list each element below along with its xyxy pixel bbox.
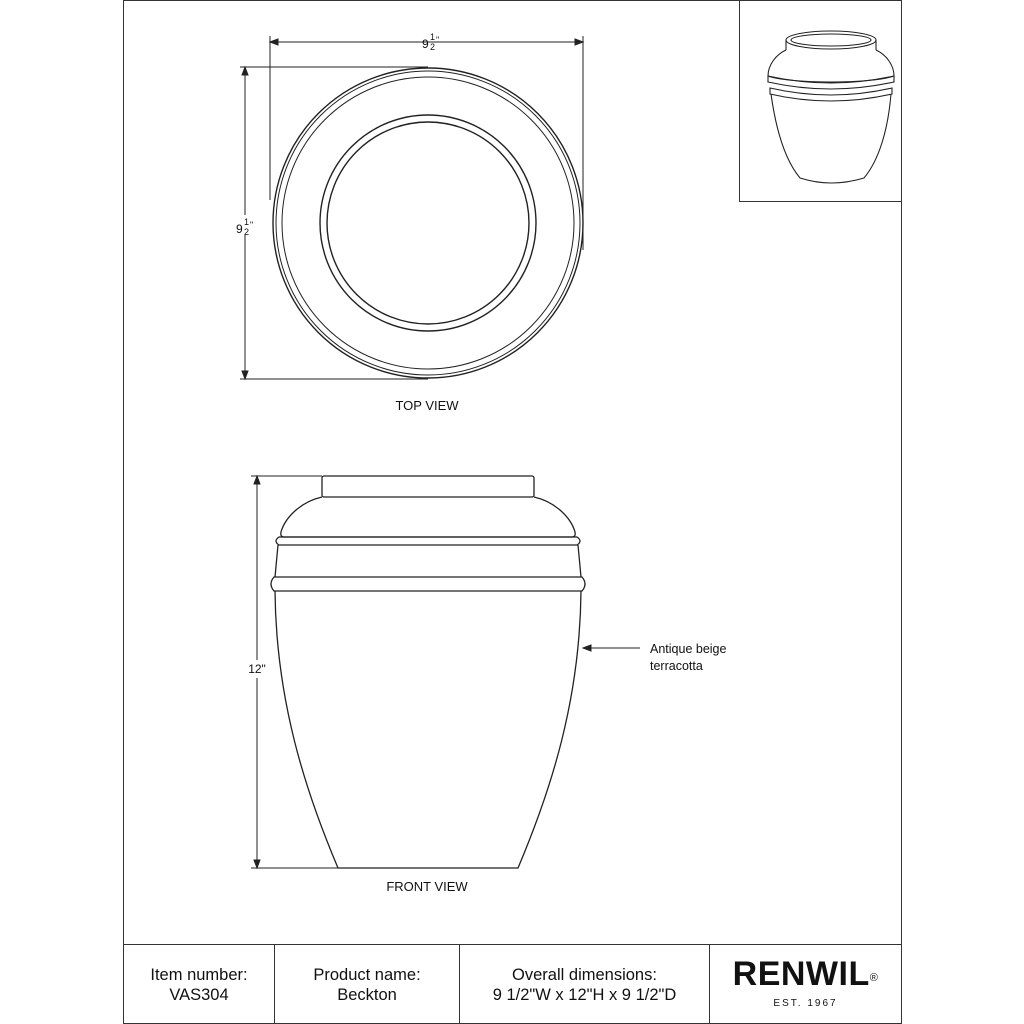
material-callout-line-2: terracotta (650, 659, 703, 673)
top-depth-dimension-denominator: 2 (244, 227, 250, 237)
overall-dimensions-cell (460, 945, 709, 1024)
brand-established: EST. 1967 (773, 997, 838, 1009)
product-name-value: Beckton (337, 985, 397, 1004)
top-depth-dimension-unit: " (250, 220, 254, 230)
top-depth-dimension-whole: 9 (236, 222, 243, 236)
product-name-label: Product name: (313, 965, 421, 984)
front-height-dimension-label: 12" (248, 662, 266, 676)
top-view-label: TOP VIEW (395, 398, 459, 413)
brand-logo-cell (710, 945, 901, 1024)
item-number-label: Item number: (150, 965, 248, 984)
top-view-drawing (273, 68, 583, 378)
brand-logo-text: RENWIL (732, 954, 870, 993)
item-number-cell (124, 945, 274, 1024)
material-callout-leader (583, 645, 640, 651)
top-width-dimension-denominator: 2 (430, 42, 436, 52)
brand-logo (733, 956, 879, 992)
front-view-drawing (271, 476, 585, 868)
front-view-label: FRONT VIEW (386, 879, 468, 894)
top-width-dimension-numerator: 1 (430, 32, 436, 42)
top-width-dimension-unit: " (436, 35, 440, 45)
sheet-border (124, 1, 902, 1024)
top-depth-dimension-numerator: 1 (244, 217, 250, 227)
perspective-vase-sketch (768, 31, 894, 183)
overall-dimensions-value: 9 1/2"W x 12"H x 9 1/2"D (492, 985, 677, 1004)
product-name-cell (275, 945, 459, 1024)
overall-dimensions-label: Overall dimensions: (512, 965, 657, 984)
material-callout-line-1: Antique beige (650, 642, 727, 656)
top-depth-dimension-line (240, 67, 428, 379)
registered-mark: ® (869, 971, 879, 984)
top-width-dimension-whole: 9 (422, 37, 429, 51)
item-number-value: VAS304 (169, 985, 229, 1004)
